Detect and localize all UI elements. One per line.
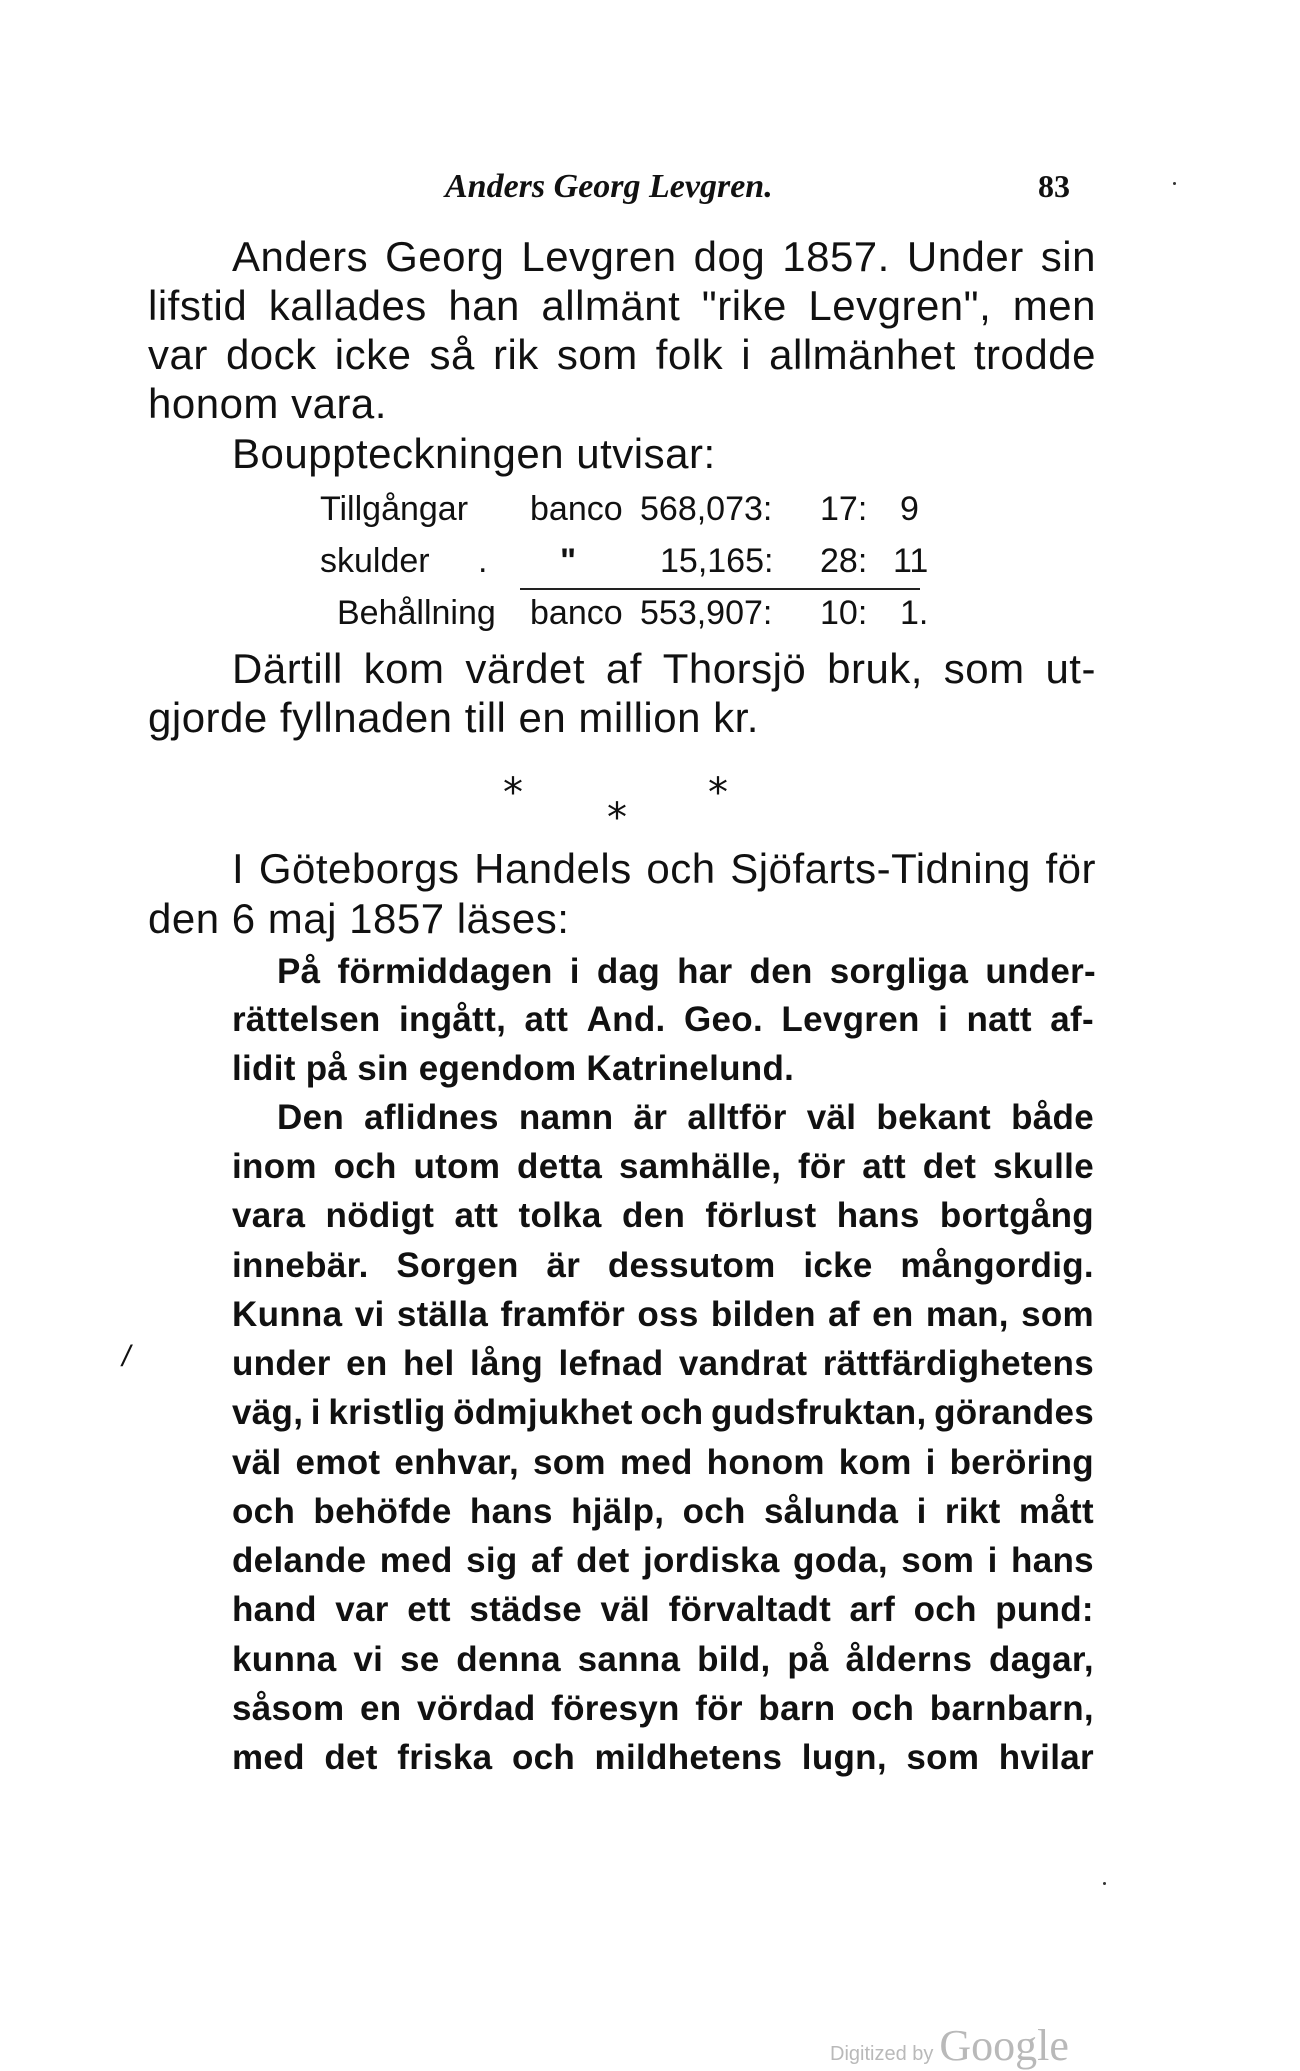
word: i [569, 952, 580, 991]
word: folk [655, 331, 724, 378]
word: emot [295, 1443, 381, 1482]
word: På [277, 952, 321, 991]
quote-line-1 [277, 952, 1096, 992]
assets-pence: 9 [900, 490, 919, 528]
word: Anders [232, 233, 369, 280]
word: arf [849, 1590, 896, 1629]
word: föresyn [551, 1689, 680, 1728]
word: friska [397, 1738, 493, 1777]
word: behöfde [313, 1492, 452, 1531]
debts-dot: . [478, 542, 488, 580]
word: I [232, 845, 245, 892]
word: så [429, 331, 475, 378]
word: dessutom [607, 1246, 776, 1285]
word: dagar, [989, 1640, 1094, 1679]
word: förvaltadt [668, 1590, 832, 1629]
word: såsom [232, 1689, 345, 1728]
word: och [851, 1689, 915, 1728]
word: i [916, 1492, 927, 1531]
word: det [922, 1147, 977, 1186]
word: Thorsjö [662, 645, 807, 692]
word: Kunna [232, 1295, 343, 1334]
word: för [695, 1689, 743, 1728]
word: det [324, 1738, 378, 1777]
word: sålunda [763, 1492, 899, 1531]
paragraph1-line-1 [232, 233, 1096, 281]
word: och [232, 1492, 296, 1531]
word: som [556, 331, 638, 378]
word: bortgång [939, 1196, 1094, 1235]
word: oss [637, 1295, 699, 1334]
quote-line-4 [277, 1098, 1094, 1138]
word: denna [456, 1640, 561, 1679]
word: lifstid [148, 282, 248, 329]
word: förmiddagen [337, 952, 553, 991]
separator-star-left: * [503, 770, 523, 816]
page-number: 83 [1038, 168, 1070, 204]
paragraph3-line-1 [232, 845, 1096, 893]
word: mått [1018, 1492, 1094, 1531]
word: af [605, 645, 642, 692]
quote-line-11 [232, 1443, 1094, 1483]
word: detta [517, 1147, 603, 1186]
word: vara [232, 1196, 306, 1235]
word: i [987, 1541, 998, 1580]
balance-label: Behållning [337, 594, 496, 632]
separator-star-center: * [607, 795, 627, 841]
margin-pencil-mark: / [122, 1340, 131, 1373]
word: af- [1050, 1000, 1094, 1039]
word: väg, [232, 1393, 304, 1432]
assets-currency: banco [530, 490, 623, 528]
word: nödigt [325, 1196, 435, 1235]
word: görandes [934, 1393, 1094, 1432]
word: väl [232, 1443, 282, 1482]
word: att [524, 1000, 569, 1039]
word: vördad [417, 1689, 536, 1728]
word: ställa [396, 1295, 489, 1334]
word: bilden [710, 1295, 816, 1334]
word: barnbarn, [929, 1689, 1094, 1728]
word: för [797, 1147, 846, 1186]
word: gudsfruktan, [710, 1393, 927, 1432]
word: Levgren [521, 233, 677, 280]
word: är [546, 1246, 581, 1285]
debts-label: skulder [320, 542, 430, 580]
word: och [333, 1147, 397, 1186]
word: i [938, 1000, 949, 1039]
word: hans [1011, 1541, 1094, 1580]
word: Handels [474, 845, 632, 892]
quote-line-16 [232, 1689, 1094, 1729]
quote-line-6 [232, 1196, 1094, 1236]
word: man, [925, 1295, 1009, 1334]
word: rättfärdighetens [822, 1344, 1094, 1383]
paragraph1-line-2 [148, 282, 1096, 330]
balance-shillings: 10: [820, 594, 868, 632]
word: som [901, 1541, 975, 1580]
word: delande [232, 1541, 367, 1580]
word: var [335, 1590, 389, 1629]
word: ut- [1045, 645, 1096, 692]
quote-line-15 [232, 1640, 1094, 1680]
word: enhvar, [394, 1443, 519, 1482]
word: sig [466, 1541, 518, 1580]
quote-line-9 [232, 1344, 1094, 1384]
word: den [622, 1196, 686, 1235]
debts-pence: 11 [893, 542, 929, 580]
word: vandrat [678, 1344, 808, 1383]
word: alltför [687, 1098, 787, 1137]
word: under [232, 1344, 331, 1383]
word: natt [966, 1000, 1032, 1039]
word: hel [403, 1344, 455, 1383]
word: hans [469, 1492, 553, 1531]
word: med [379, 1541, 453, 1580]
word: beröring [949, 1443, 1094, 1482]
word: lefnad [558, 1344, 664, 1383]
digitized-by-google [830, 2020, 1069, 2071]
word: bekant [876, 1098, 992, 1137]
word: men [1012, 282, 1096, 329]
word: allmänhet [769, 331, 956, 378]
word: dock [225, 331, 317, 378]
word: sorgliga [829, 952, 969, 991]
word: framför [500, 1295, 626, 1334]
word: vi [354, 1295, 385, 1334]
word: af [530, 1541, 563, 1580]
debts-ditto-mark: " [560, 542, 577, 580]
word: innebär. [232, 1246, 369, 1285]
print-speck [1173, 182, 1176, 185]
word: som [1021, 1295, 1094, 1334]
separator-star-right: * [708, 770, 728, 816]
word: ett [407, 1590, 451, 1629]
word: pund: [995, 1590, 1094, 1629]
word: samhälle, [618, 1147, 782, 1186]
word: "rike [701, 282, 787, 329]
word: städse [469, 1590, 583, 1629]
word: aflidnes [364, 1098, 499, 1137]
word: att [862, 1147, 906, 1186]
word: skulle [992, 1147, 1094, 1186]
word: Geo. [683, 1000, 763, 1039]
word: goda, [793, 1541, 888, 1580]
word: han [448, 282, 520, 329]
word: kristlig [328, 1393, 446, 1432]
word: och [682, 1492, 746, 1531]
word: i [925, 1443, 936, 1482]
balance-amount: 553,907: [640, 594, 773, 632]
word: väl [806, 1098, 857, 1137]
word: allmänt [541, 282, 681, 329]
word: och [646, 845, 716, 892]
word: Den [277, 1098, 345, 1137]
word: icke [803, 1246, 873, 1285]
word: ålderns [845, 1640, 973, 1679]
word: sanna [577, 1640, 681, 1679]
digitized-by-label: Digitized by [830, 2043, 934, 2065]
word: förlust [705, 1196, 817, 1235]
debts-shillings: 28: [820, 542, 868, 580]
word: kom [363, 645, 445, 692]
word: Georg [385, 233, 505, 280]
word: Göteborgs [258, 845, 460, 892]
word: på [787, 1640, 829, 1679]
assets-amount: 568,073: [640, 490, 773, 528]
word: Därtill [232, 645, 343, 692]
word: hvilar [998, 1738, 1094, 1777]
word: dog [693, 233, 766, 280]
word: som [906, 1738, 980, 1777]
word: trodde [973, 331, 1096, 378]
running-head: Anders Georg Levgren. [445, 168, 773, 205]
word: Sorgen [396, 1246, 519, 1285]
word: mångordig. [900, 1246, 1094, 1285]
estate-intro: Bouppteckningen utvisar: [232, 430, 716, 477]
word: Levgren [781, 1000, 920, 1039]
word: bild, [697, 1640, 771, 1679]
word: jordiska [642, 1541, 780, 1580]
word: rikt [944, 1492, 1001, 1531]
quote-line-17 [232, 1738, 1094, 1778]
word: var [148, 331, 208, 378]
word: Levgren", [808, 282, 992, 329]
word: inom [232, 1147, 317, 1186]
word: tolka [518, 1196, 602, 1235]
word: med [232, 1738, 305, 1777]
word: det [576, 1541, 630, 1580]
word: är [633, 1098, 668, 1137]
word: kallades [268, 282, 427, 329]
word: Under [906, 233, 1024, 280]
word: att [454, 1196, 499, 1235]
paragraph2-line-2: gjorde fyllnaden till en million kr. [148, 694, 759, 741]
word: rättelsen [232, 1000, 381, 1039]
google-logo: Google [939, 2021, 1069, 2070]
word: rik [492, 331, 539, 378]
word: och [913, 1590, 977, 1629]
word: och [511, 1738, 576, 1777]
quote-line-8 [232, 1295, 1094, 1335]
word: kom [838, 1443, 912, 1482]
word: honom [706, 1443, 825, 1482]
quote-line-2 [232, 1000, 1094, 1040]
quote-line-10 [232, 1393, 1094, 1433]
print-speck [1103, 1882, 1106, 1885]
word: har [677, 952, 733, 991]
word: ödmjukhet [453, 1393, 633, 1432]
quote-line-7 [232, 1246, 1094, 1286]
word: utom [413, 1147, 501, 1186]
quote-line-3: lidit på sin egendom Katrinelund. [232, 1049, 795, 1088]
word: en [346, 1344, 388, 1383]
word: icke [334, 331, 412, 378]
word: och [640, 1393, 704, 1432]
word: väl [600, 1590, 651, 1629]
word: lugn, [801, 1738, 887, 1777]
word: namn [518, 1098, 614, 1137]
word: som [943, 645, 1025, 692]
word: i [310, 1393, 321, 1432]
word: värdet [465, 645, 586, 692]
word: både [1011, 1098, 1094, 1137]
paragraph1-line-4: honom vara. [148, 380, 387, 427]
word: Sjöfarts-Tidning [730, 845, 1031, 892]
quote-line-14 [232, 1590, 1094, 1630]
word: dag [596, 952, 661, 991]
sum-rule [520, 588, 920, 590]
word: under- [985, 952, 1096, 991]
word: And. [586, 1000, 666, 1039]
paragraph2-line-1 [232, 645, 1096, 693]
word: vi [353, 1640, 384, 1679]
quote-line-12 [232, 1492, 1094, 1532]
word: af [828, 1295, 860, 1334]
quote-line-5 [232, 1147, 1094, 1187]
paragraph3-line-2: den 6 maj 1857 läses: [148, 895, 570, 942]
balance-pence: 1. [900, 594, 929, 632]
word: hand [232, 1590, 317, 1629]
word: sin [1040, 233, 1096, 280]
paragraph1-line-3 [148, 331, 1096, 379]
word: i [741, 331, 752, 378]
word: bruk, [827, 645, 923, 692]
word: 1857. [782, 233, 890, 280]
word: se [399, 1640, 440, 1679]
word: den [749, 952, 813, 991]
word: ingått, [399, 1000, 507, 1039]
word: som [532, 1443, 606, 1482]
word: en [872, 1295, 914, 1334]
word: mildhetens [594, 1738, 783, 1777]
assets-shillings: 17: [820, 490, 868, 528]
balance-currency: banco [530, 594, 623, 632]
word: hans [836, 1196, 920, 1235]
word: kunna [232, 1640, 337, 1679]
word: hjälp, [571, 1492, 665, 1531]
assets-label: Tillgångar [320, 490, 469, 528]
word: en [360, 1689, 402, 1728]
debts-amount: 15,165: [660, 542, 774, 580]
quote-line-13 [232, 1541, 1094, 1581]
word: lång [469, 1344, 544, 1383]
word: barn [758, 1689, 836, 1728]
word: med [619, 1443, 693, 1482]
word: för [1045, 845, 1096, 892]
